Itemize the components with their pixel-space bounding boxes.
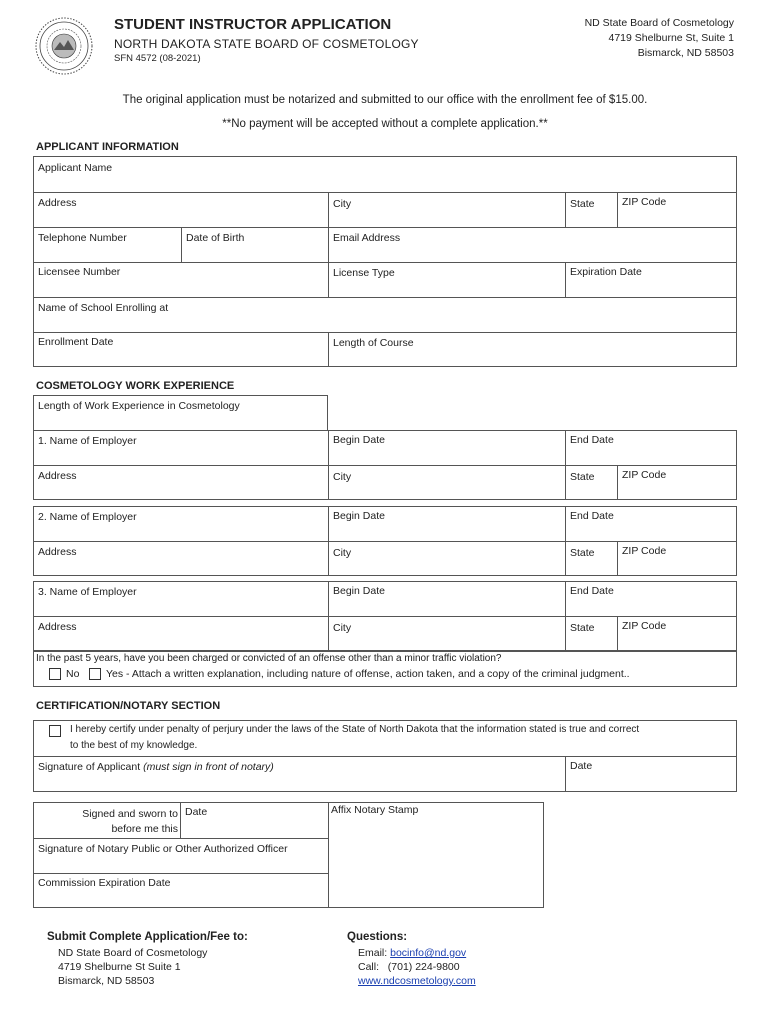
work-length-label: Length of Work Experience in Cosmetology — [38, 400, 240, 412]
submit-address — [58, 946, 248, 988]
certification-block — [33, 720, 737, 792]
certification-date-field[interactable]: Date — [570, 760, 593, 772]
expiration-date-field[interactable]: Expiration Date — [570, 266, 642, 278]
submit-address-line: Bismarck, ND 58503 — [58, 975, 155, 987]
state-seal-icon — [34, 16, 94, 76]
address-field[interactable]: Address — [38, 197, 77, 209]
begin-date-field[interactable]: Begin Date — [333, 510, 385, 522]
employer-state-field[interactable]: State — [570, 547, 595, 559]
certification-statement-cont: to the best of my knowledge. — [70, 740, 198, 751]
phone-number: (701) 224-9800 — [387, 961, 460, 973]
begin-date-field[interactable]: Begin Date — [333, 585, 385, 597]
employer-2-block — [33, 506, 737, 576]
signed-sworn-line: before me this — [111, 823, 178, 835]
submit-address-line: 4719 Shelburne St Suite 1 — [58, 961, 181, 973]
work-length-field[interactable] — [33, 395, 328, 431]
questions-heading: Questions: — [347, 931, 408, 943]
certification-statement: I hereby certify under penalty of perjury under the laws of the State of North Dakota that the information stated is true and correct — [70, 724, 640, 735]
employer-state-field[interactable]: State — [570, 471, 595, 483]
email-link[interactable]: bocinfo@nd.gov — [390, 947, 467, 959]
enrollment-date-field[interactable]: Enrollment Date — [38, 336, 114, 348]
employer-city-field[interactable]: City — [333, 547, 352, 559]
applicant-info-table — [33, 156, 737, 367]
employer-3-block — [33, 581, 737, 651]
city-field[interactable]: City — [333, 198, 352, 210]
signature-note: (must sign in front of notary) — [143, 761, 274, 773]
form-subtitle: NORTH DAKOTA STATE BOARD OF COSMETOLOGY — [114, 37, 419, 51]
offense-no-checkbox[interactable] — [49, 668, 61, 680]
employer-zip-field[interactable]: ZIP Code — [622, 469, 667, 481]
contact-info — [358, 946, 476, 988]
submit-address-line: ND State Board of Cosmetology — [58, 947, 208, 959]
school-field[interactable]: Name of School Enrolling at — [38, 302, 169, 314]
employer-address-field[interactable]: Address — [38, 470, 77, 482]
certify-checkbox[interactable] — [49, 725, 61, 737]
offense-yes-label: Yes - Attach a written explanation, including nature of offense, action taken, and a copy of the criminal judgment.. — [106, 668, 630, 680]
board-address-line: ND State Board of Cosmetology — [584, 17, 734, 29]
end-date-field[interactable]: End Date — [570, 510, 614, 522]
commission-expiration-field[interactable]: Commission Expiration Date — [38, 877, 171, 889]
payment-notice: **No payment will be accepted without a complete application.** — [222, 118, 548, 130]
signed-sworn-label — [34, 807, 178, 837]
telephone-field[interactable]: Telephone Number — [38, 232, 127, 244]
offense-yes-checkbox[interactable] — [89, 668, 101, 680]
submit-heading: Submit Complete Application/Fee to: — [47, 931, 248, 943]
notary-stamp-area: Affix Notary Stamp — [331, 804, 419, 816]
zip-field[interactable]: ZIP Code — [622, 196, 667, 208]
license-type-field[interactable]: License Type — [333, 267, 395, 279]
end-date-field[interactable]: End Date — [570, 434, 614, 446]
employer-zip-field[interactable]: ZIP Code — [622, 620, 667, 632]
begin-date-field[interactable]: Begin Date — [333, 434, 385, 446]
state-field[interactable]: State — [570, 198, 595, 210]
email-label: Email: — [358, 947, 388, 959]
notary-block — [33, 802, 544, 908]
questions-section — [347, 931, 476, 988]
offense-no-label: No — [66, 668, 80, 680]
notary-date-field[interactable]: Date — [185, 806, 208, 818]
applicant-signature-label: Signature of Applicant — [38, 761, 141, 773]
board-address-line: Bismarck, ND 58503 — [637, 47, 734, 59]
employer-state-field[interactable]: State — [570, 622, 595, 634]
license-number-field[interactable]: Licensee Number — [38, 266, 121, 278]
employer-address-field[interactable]: Address — [38, 546, 77, 558]
form-title: STUDENT INSTRUCTOR APPLICATION — [114, 16, 392, 33]
intro-notice: The original application must be notarized and submitted to our office with the enrollment fee of $15.00. — [122, 94, 648, 106]
employer-city-field[interactable]: City — [333, 471, 352, 483]
offense-question-block — [33, 651, 737, 687]
employer-address-field[interactable]: Address — [38, 621, 77, 633]
submit-section — [47, 931, 248, 988]
applicant-name-field[interactable]: Applicant Name — [38, 162, 113, 174]
date-of-birth-field[interactable]: Date of Birth — [186, 232, 245, 244]
form-number: SFN 4572 (08-2021) — [114, 53, 201, 64]
board-address — [585, 16, 734, 61]
employer-name-field[interactable]: 3. Name of Employer — [38, 586, 137, 598]
employer-name-field[interactable]: 2. Name of Employer — [38, 511, 137, 523]
employer-zip-field[interactable]: ZIP Code — [622, 545, 667, 557]
website-link[interactable]: www.ndcosmetology.com — [358, 975, 476, 987]
employer-city-field[interactable]: City — [333, 622, 352, 634]
applicant-signature-field[interactable] — [38, 761, 274, 773]
applicant-section-heading: APPLICANT INFORMATION — [36, 141, 179, 153]
board-address-line: 4719 Shelburne St, Suite 1 — [608, 32, 734, 44]
certification-section-heading: CERTIFICATION/NOTARY SECTION — [36, 700, 221, 712]
experience-section-heading: COSMETOLOGY WORK EXPERIENCE — [36, 380, 235, 392]
call-label: Call: — [358, 961, 380, 973]
notary-signature-field[interactable]: Signature of Notary Public or Other Authorized Officer — [38, 843, 288, 855]
end-date-field[interactable]: End Date — [570, 585, 614, 597]
offense-question: In the past 5 years, have you been charged or convicted of an offense other than a minor traffic violation? — [36, 653, 502, 664]
employer-name-field[interactable]: 1. Name of Employer — [38, 435, 137, 447]
signed-sworn-line: Signed and sworn to — [82, 808, 178, 820]
employer-1-block — [33, 430, 737, 500]
email-field[interactable]: Email Address — [333, 232, 401, 244]
course-length-field[interactable]: Length of Course — [333, 337, 414, 349]
